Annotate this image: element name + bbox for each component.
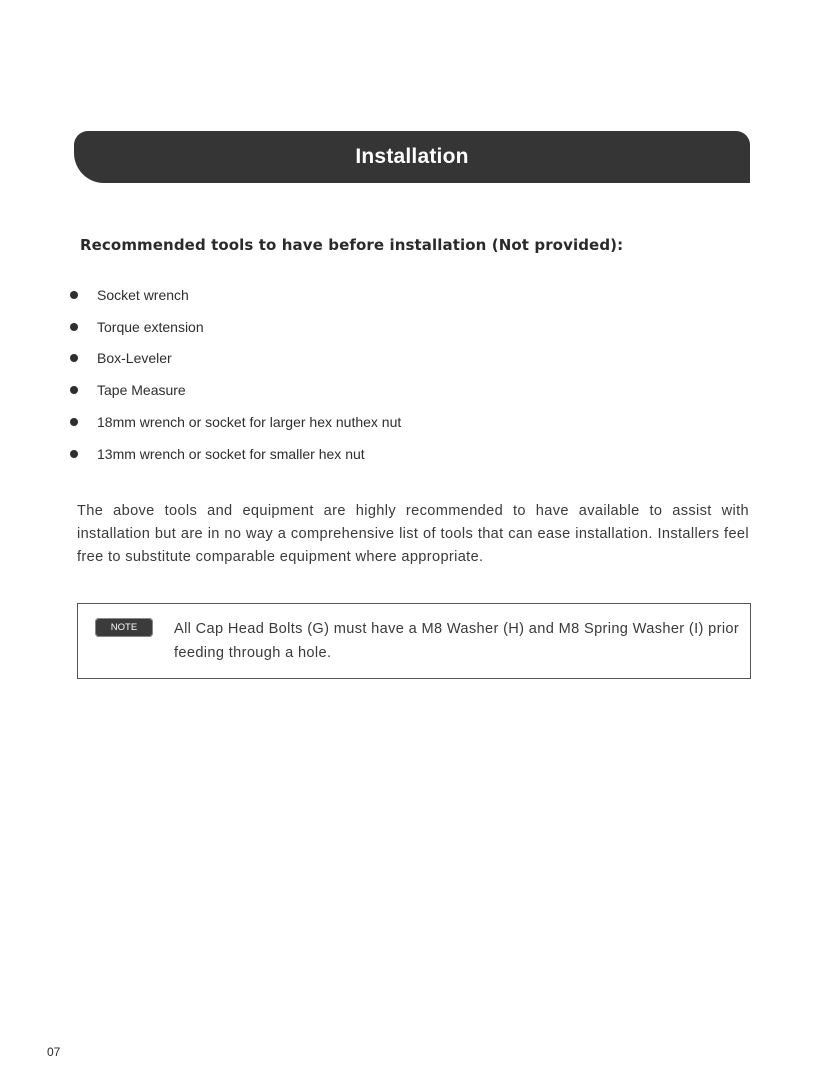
section-header-banner: [74, 131, 750, 183]
tool-item-label: 18mm wrench or socket for larger hex nuthex nut: [97, 414, 402, 431]
note-badge-label: NOTE: [110, 622, 138, 633]
bullet-icon: [70, 323, 78, 331]
note-text: All Cap Head Bolts (G) must have a M8 Washer (H) and M8 Spring Washer (I) prior feeding through a hole.: [174, 621, 740, 661]
tool-list-item: [70, 406, 401, 438]
tool-item-label: Box-Leveler: [97, 350, 172, 367]
tool-item-label: Socket wrench: [97, 286, 189, 303]
bullet-icon: [70, 291, 78, 299]
tool-item-label: Tape Measure: [97, 382, 186, 399]
tool-list-item: [70, 343, 401, 375]
page-number: 07: [47, 1045, 61, 1059]
body-paragraph: The above tools and equipment are highly recommended to have available to assist with installation but are in no way a comprehensive list of tools that can ease installation. Installers feel free to substitute comparable equipment where appropriate.: [77, 503, 749, 565]
tool-list-item: [70, 279, 401, 311]
bullet-icon: [70, 450, 78, 458]
tool-list-item: [70, 311, 401, 343]
tool-list: [70, 279, 401, 470]
tool-item-label: Torque extension: [97, 318, 204, 335]
tools-heading: Recommended tools to have before installation (Not provided):: [80, 236, 624, 254]
bullet-icon: [70, 418, 78, 426]
section-title: Installation: [355, 145, 469, 168]
note-box: [77, 603, 751, 679]
note-badge: [95, 618, 153, 637]
tool-list-item: [70, 374, 401, 406]
tool-item-label: 13mm wrench or socket for smaller hex nut: [97, 445, 365, 462]
bullet-icon: [70, 354, 78, 362]
tool-list-item: [70, 438, 401, 470]
bullet-icon: [70, 386, 78, 394]
